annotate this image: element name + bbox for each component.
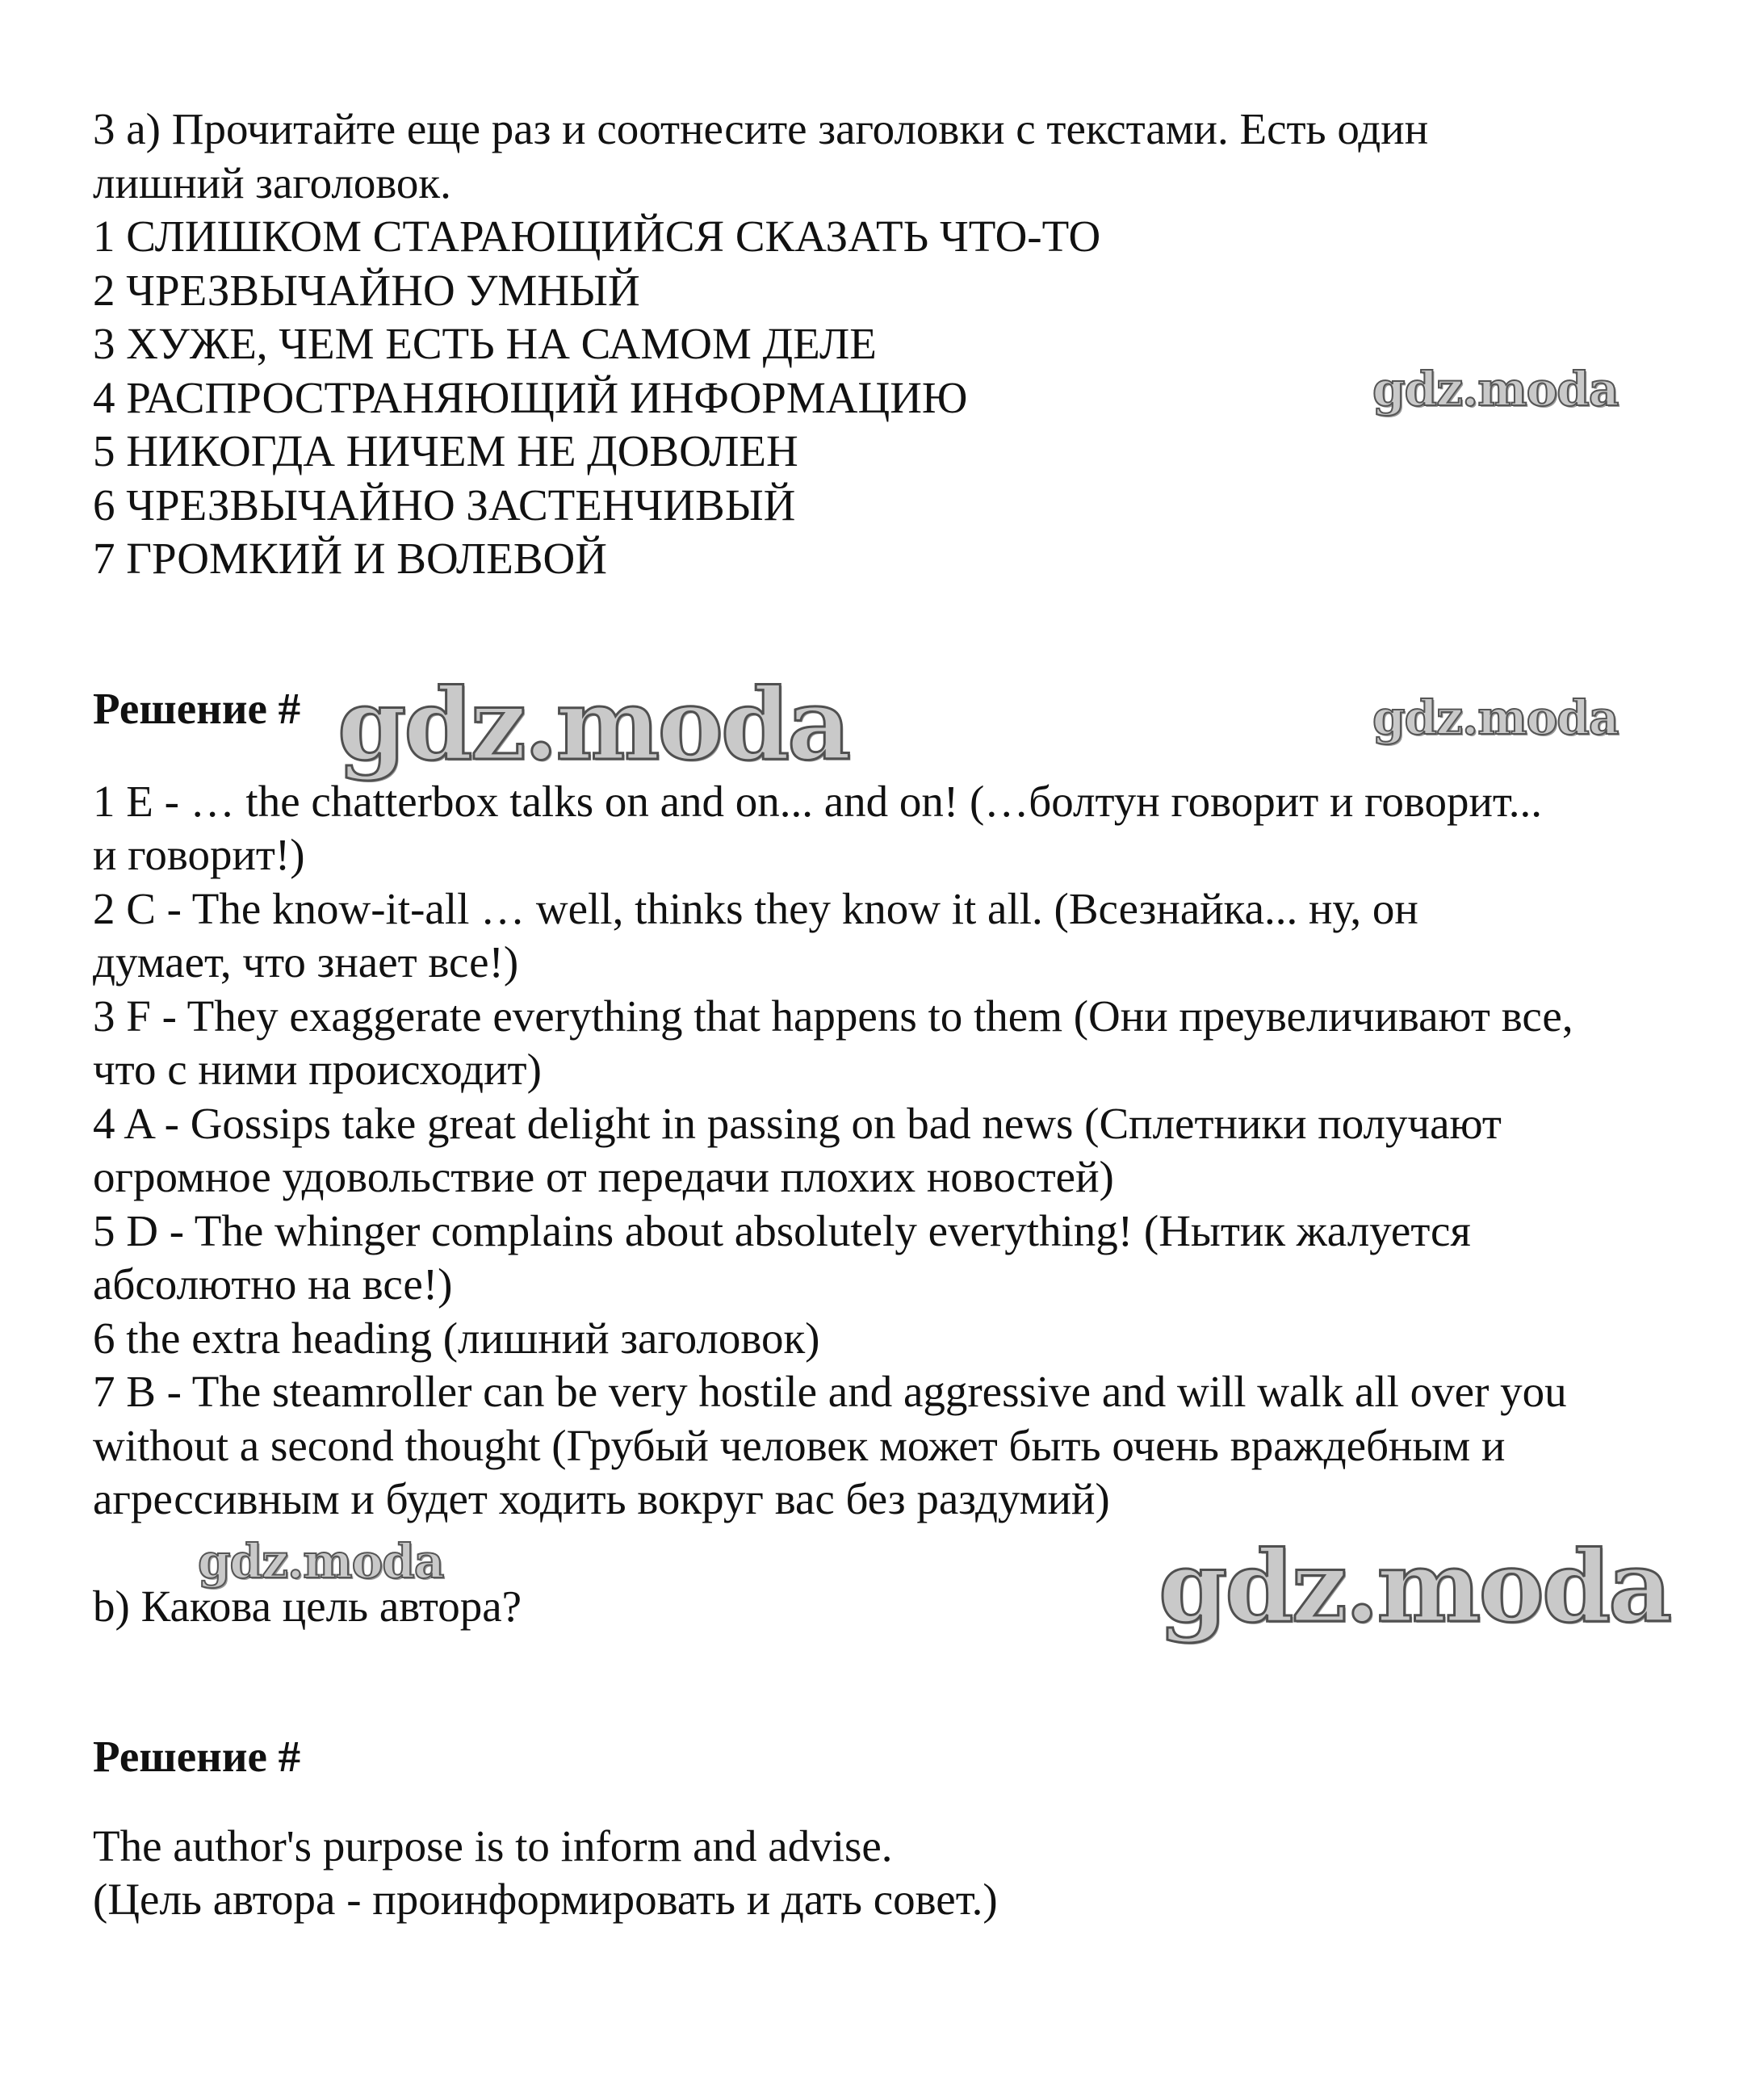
solution-a-line-8: огромное удовольствие от передачи плохих новостей)	[93, 1152, 1114, 1201]
watermark-logo: gdz.moda	[1159, 1528, 1670, 1644]
heading-item-4: 4 РАСПРОСТРАНЯЮЩИЙ ИНФОРМАЦИЮ	[93, 373, 968, 422]
watermark-logo: gdz.moda	[1372, 362, 1619, 417]
solution-a-line-10: абсолютно на все!)	[93, 1259, 453, 1309]
solution-a-line-6: что с ними происходит)	[93, 1045, 542, 1094]
task-b-question: b) Какова цель автора?	[93, 1582, 522, 1631]
heading-item-5: 5 НИКОГДА НИЧЕМ НЕ ДОВОЛЕН	[93, 426, 798, 476]
heading-item-2: 2 ЧРЕЗВЫЧАЙНО УМНЫЙ	[93, 266, 640, 315]
solution-a-line-14: агрессивным и будет ходить вокруг вас без раздумий)	[93, 1474, 1110, 1523]
watermark-logo: gdz.moda	[337, 666, 849, 782]
heading-item-6: 6 ЧРЕЗВЫЧАЙНО ЗАСТЕНЧИВЫЙ	[93, 480, 796, 530]
solution-a-line-11: 6 the extra heading (лишний заголовок)	[93, 1313, 820, 1363]
solution-b-label: Решение #	[93, 1732, 301, 1781]
solution-a-line-4: думает, что знает все!)	[93, 937, 519, 987]
solution-a-line-3: 2 C - The know-it-all … well, thinks they know it all. (Всезнайка... ну, он	[93, 884, 1418, 933]
task-a-instruction-line-2: лишний заголовок.	[93, 158, 451, 207]
watermark-logo: gdz.moda	[198, 1534, 444, 1589]
solution-a-line-7: 4 A - Gossips take great delight in passing on bad news (Сплетники получают	[93, 1099, 1502, 1148]
heading-item-1: 1 СЛИШКОМ СТАРАЮЩИЙСЯ СКАЗАТЬ ЧТО-ТО	[93, 212, 1101, 261]
heading-item-7: 7 ГРОМКИЙ И ВОЛЕВОЙ	[93, 534, 607, 583]
solution-a-line-5: 3 F - They exaggerate everything that happens to them (Они преувеличивают все,	[93, 991, 1573, 1041]
heading-item-3: 3 ХУЖЕ, ЧЕМ ЕСТЬ НА САМОМ ДЕЛЕ	[93, 319, 877, 368]
task-a-instruction-line-1: 3 a) Прочитайте еще раз и соотнесите заголовки с текстами. Есть один	[93, 104, 1429, 153]
solution-a-line-13: without a second thought (Грубый человек может быть очень враждебным и	[93, 1421, 1506, 1470]
solution-a-line-1: 1 E - … the chatterbox talks on and on... and on! (…болтун говорит и говорит...	[93, 777, 1543, 826]
watermark-logo: gdz.moda	[1372, 690, 1619, 745]
solution-b-line-1: The author's purpose is to inform and advise.	[93, 1821, 893, 1871]
solution-a-label: Решение #	[93, 684, 301, 733]
solution-a-line-12: 7 B - The steamroller can be very hostile and aggressive and will walk all over you	[93, 1367, 1567, 1416]
solution-a-line-9: 5 D - The whinger complains about absolutely everything! (Нытик жалуется	[93, 1206, 1471, 1255]
solution-b-line-2: (Цель автора - проинформировать и дать совет.)	[93, 1875, 998, 1924]
solution-a-line-2: и говорит!)	[93, 830, 305, 879]
